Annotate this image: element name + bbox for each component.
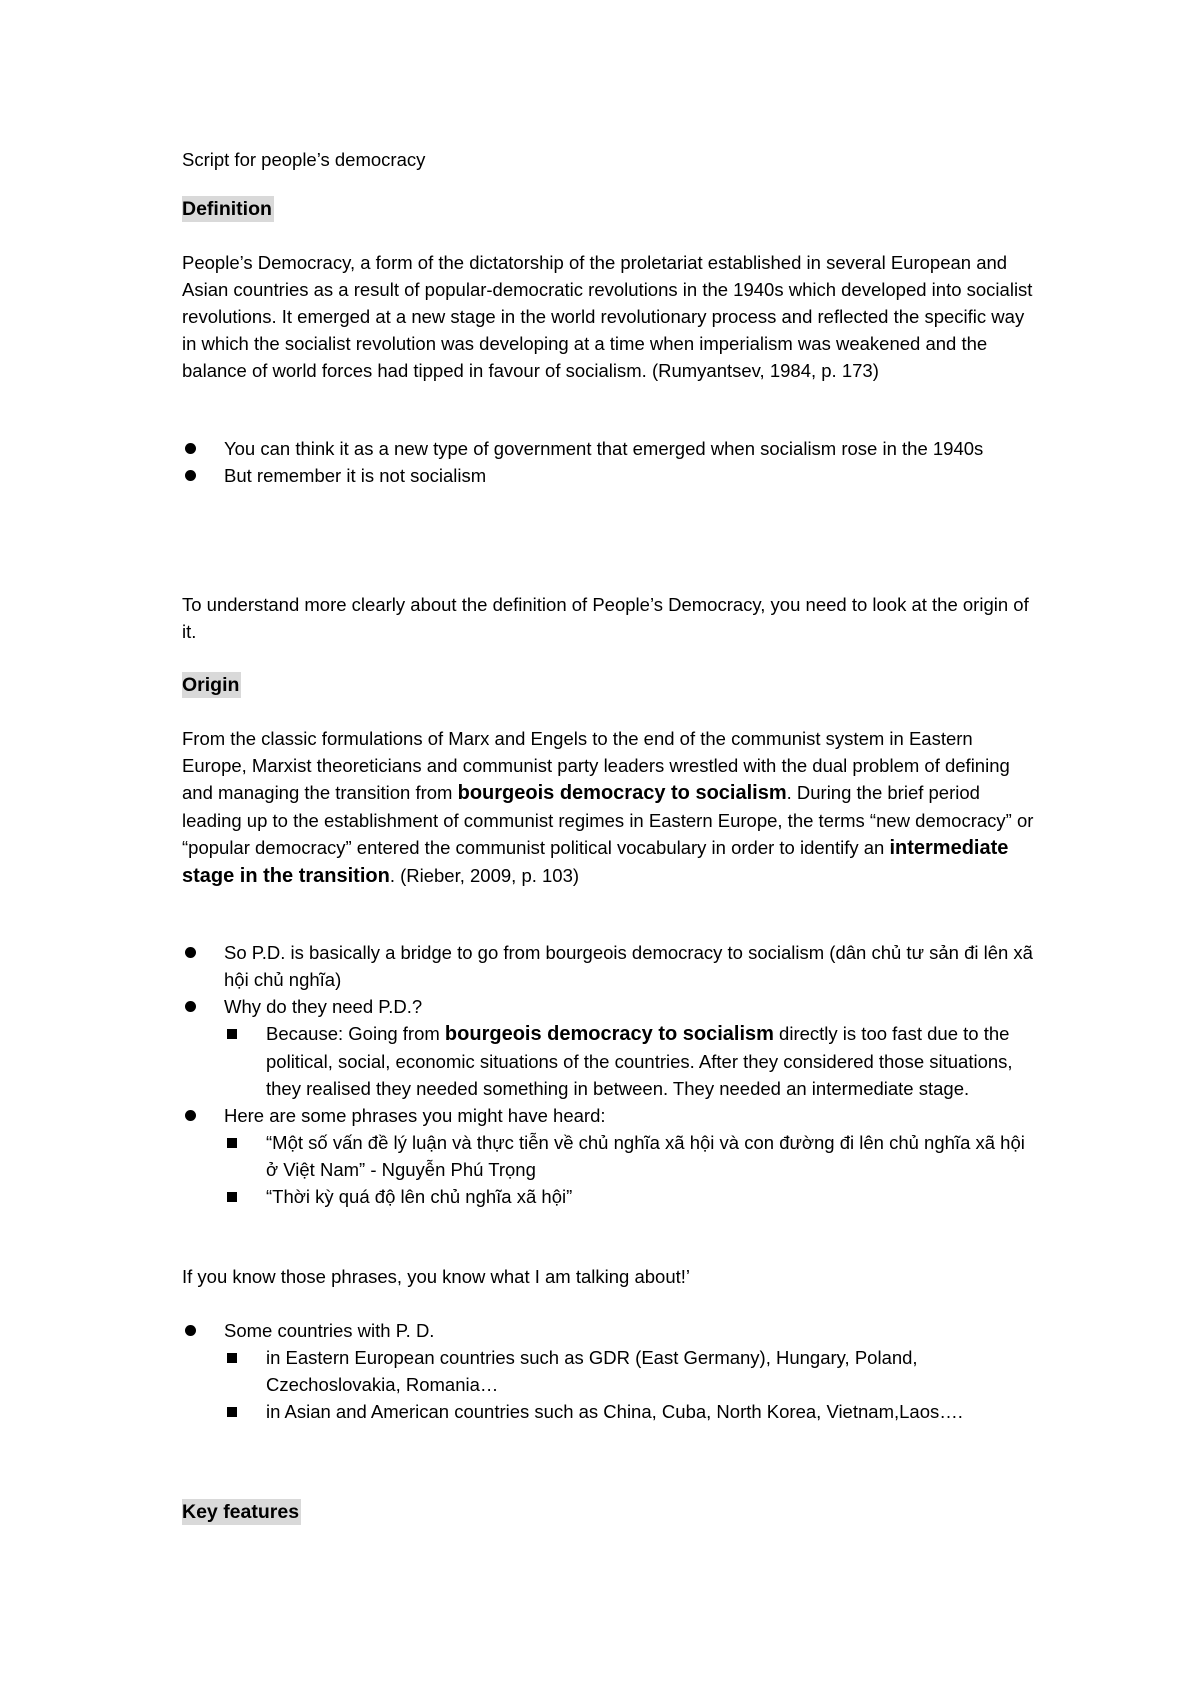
list-item-text: Why do they need P.D.? [224,996,423,1017]
bullet-dot-icon [185,1325,196,1336]
list-item [182,1102,1042,1210]
sub-list-item [224,1020,1042,1102]
bullet-dot-icon [185,443,196,454]
list-item [182,435,1042,462]
list-item [182,462,1042,489]
origin-text-part2: . During the brief period leading up to the establishment of communist regimes in Eastern Europe, the terms “new democracy” or “popular democracy” entered the communist political vocabulary in order to identify an [182,782,1034,858]
key-features-heading: Key features [182,1501,300,1523]
sub-list-item-text [266,1023,1013,1099]
transition-paragraph [182,591,1042,645]
definition-bullet-list [182,435,1042,489]
bullet-square-icon [227,1138,237,1148]
transition-text: To understand more clearly about the definition of People’s Democracy, you need to look at the origin of it. [182,594,1029,642]
sub-text-part1: Because: Going from [266,1023,445,1044]
list-item [182,1317,1042,1425]
bullet-dot-icon [185,470,196,481]
definition-paragraph [182,249,1042,384]
definition-text: People’s Democracy, a form of the dictatorship of the proletariat established in several European and Asian countries as a result of popular-democratic revolutions in the 1940s which developed into socialist revolutions. It emerged at a new stage in the world revolutionary process and reflected the specific way in which the socialist revolution was developing at a time when imperialism was weakened and the balance of world forces had tipped in favour of socialism. (Rumyantsev, 1984, p. 173) [182,252,1033,381]
origin-bullet-list [182,939,1042,1210]
sub-text-emphasis: bourgeois democracy to socialism [444,1023,774,1045]
origin-text-part1: From the classic formulations of Marx and Engels to the end of the communist system in Eastern Europe, Marxist theoreticians and communist party leaders wrestled with the dual problem of defining and managing the transition from [182,728,1010,803]
list-item-text: Here are some phrases you might have heard: [224,1105,606,1126]
bullet-square-icon [227,1353,237,1363]
list-item-text: Some countries with P. D. [224,1320,435,1341]
key-features-section-heading [182,1498,1042,1525]
bullet-square-icon [227,1029,237,1039]
sub-list-item [224,1183,1042,1210]
sub-list-item-text: in Eastern European countries such as GDR (East Germany), Hungary, Poland, Czechoslovakia, Romania… [266,1347,918,1395]
origin-text [182,725,1042,890]
sub-list-item [224,1129,1042,1183]
definition-section-heading [182,195,1042,222]
list-item-text: But remember it is not socialism [224,465,487,486]
sub-list-item-text: “Một số vấn đề lý luận và thực tiễn về chủ nghĩa xã hội và con đường đi lên chủ nghĩa xã hội ở Việt Nam” - Nguyễn Phú Trọng [266,1132,1025,1180]
sub-list-item [224,1398,1042,1425]
origin-emphasis-1: bourgeois democracy to socialism [457,782,787,804]
know-phrases-text: If you know those phrases, you know what I am talking about!’ [182,1266,691,1287]
list-item [182,993,1042,1102]
list-item-text: You can think it as a new type of government that emerged when socialism rose in the 1940s [224,438,984,459]
bullet-square-icon [227,1407,237,1417]
sub-text-part2: directly is too fast due to the political, social, economic situations of the countries. After they considered those situations, they realised they needed something in between. They needed an intermediate stage. [266,1023,1013,1099]
definition-heading: Definition [182,198,272,220]
bullet-dot-icon [185,1110,196,1121]
origin-emphasis-2: intermediate stage in the transition [182,837,1009,887]
sub-list-item [224,1344,1042,1398]
list-item-text: So P.D. is basically a bridge to go from bourgeois democracy to socialism (dân chủ tư sản đi lên xã hội chủ nghĩa) [224,942,1033,990]
bullet-square-icon [227,1192,237,1202]
origin-section-heading [182,671,1042,698]
origin-paragraph [182,725,1042,890]
sub-list-item-text: “Thời kỳ quá độ lên chủ nghĩa xã hội” [266,1186,573,1207]
document-title [182,146,1042,173]
countries-bullet-list [182,1317,1042,1425]
sub-list-item-text: in Asian and American countries such as China, Cuba, North Korea, Vietnam,Laos…. [266,1401,963,1422]
list-item [182,939,1042,993]
origin-text-part3: . (Rieber, 2009, p. 103) [389,865,580,886]
bullet-dot-icon [185,947,196,958]
bullet-dot-icon [185,1001,196,1012]
document-title-text: Script for people’s democracy [182,149,426,170]
origin-heading: Origin [182,674,240,696]
know-phrases-paragraph [182,1263,1042,1290]
